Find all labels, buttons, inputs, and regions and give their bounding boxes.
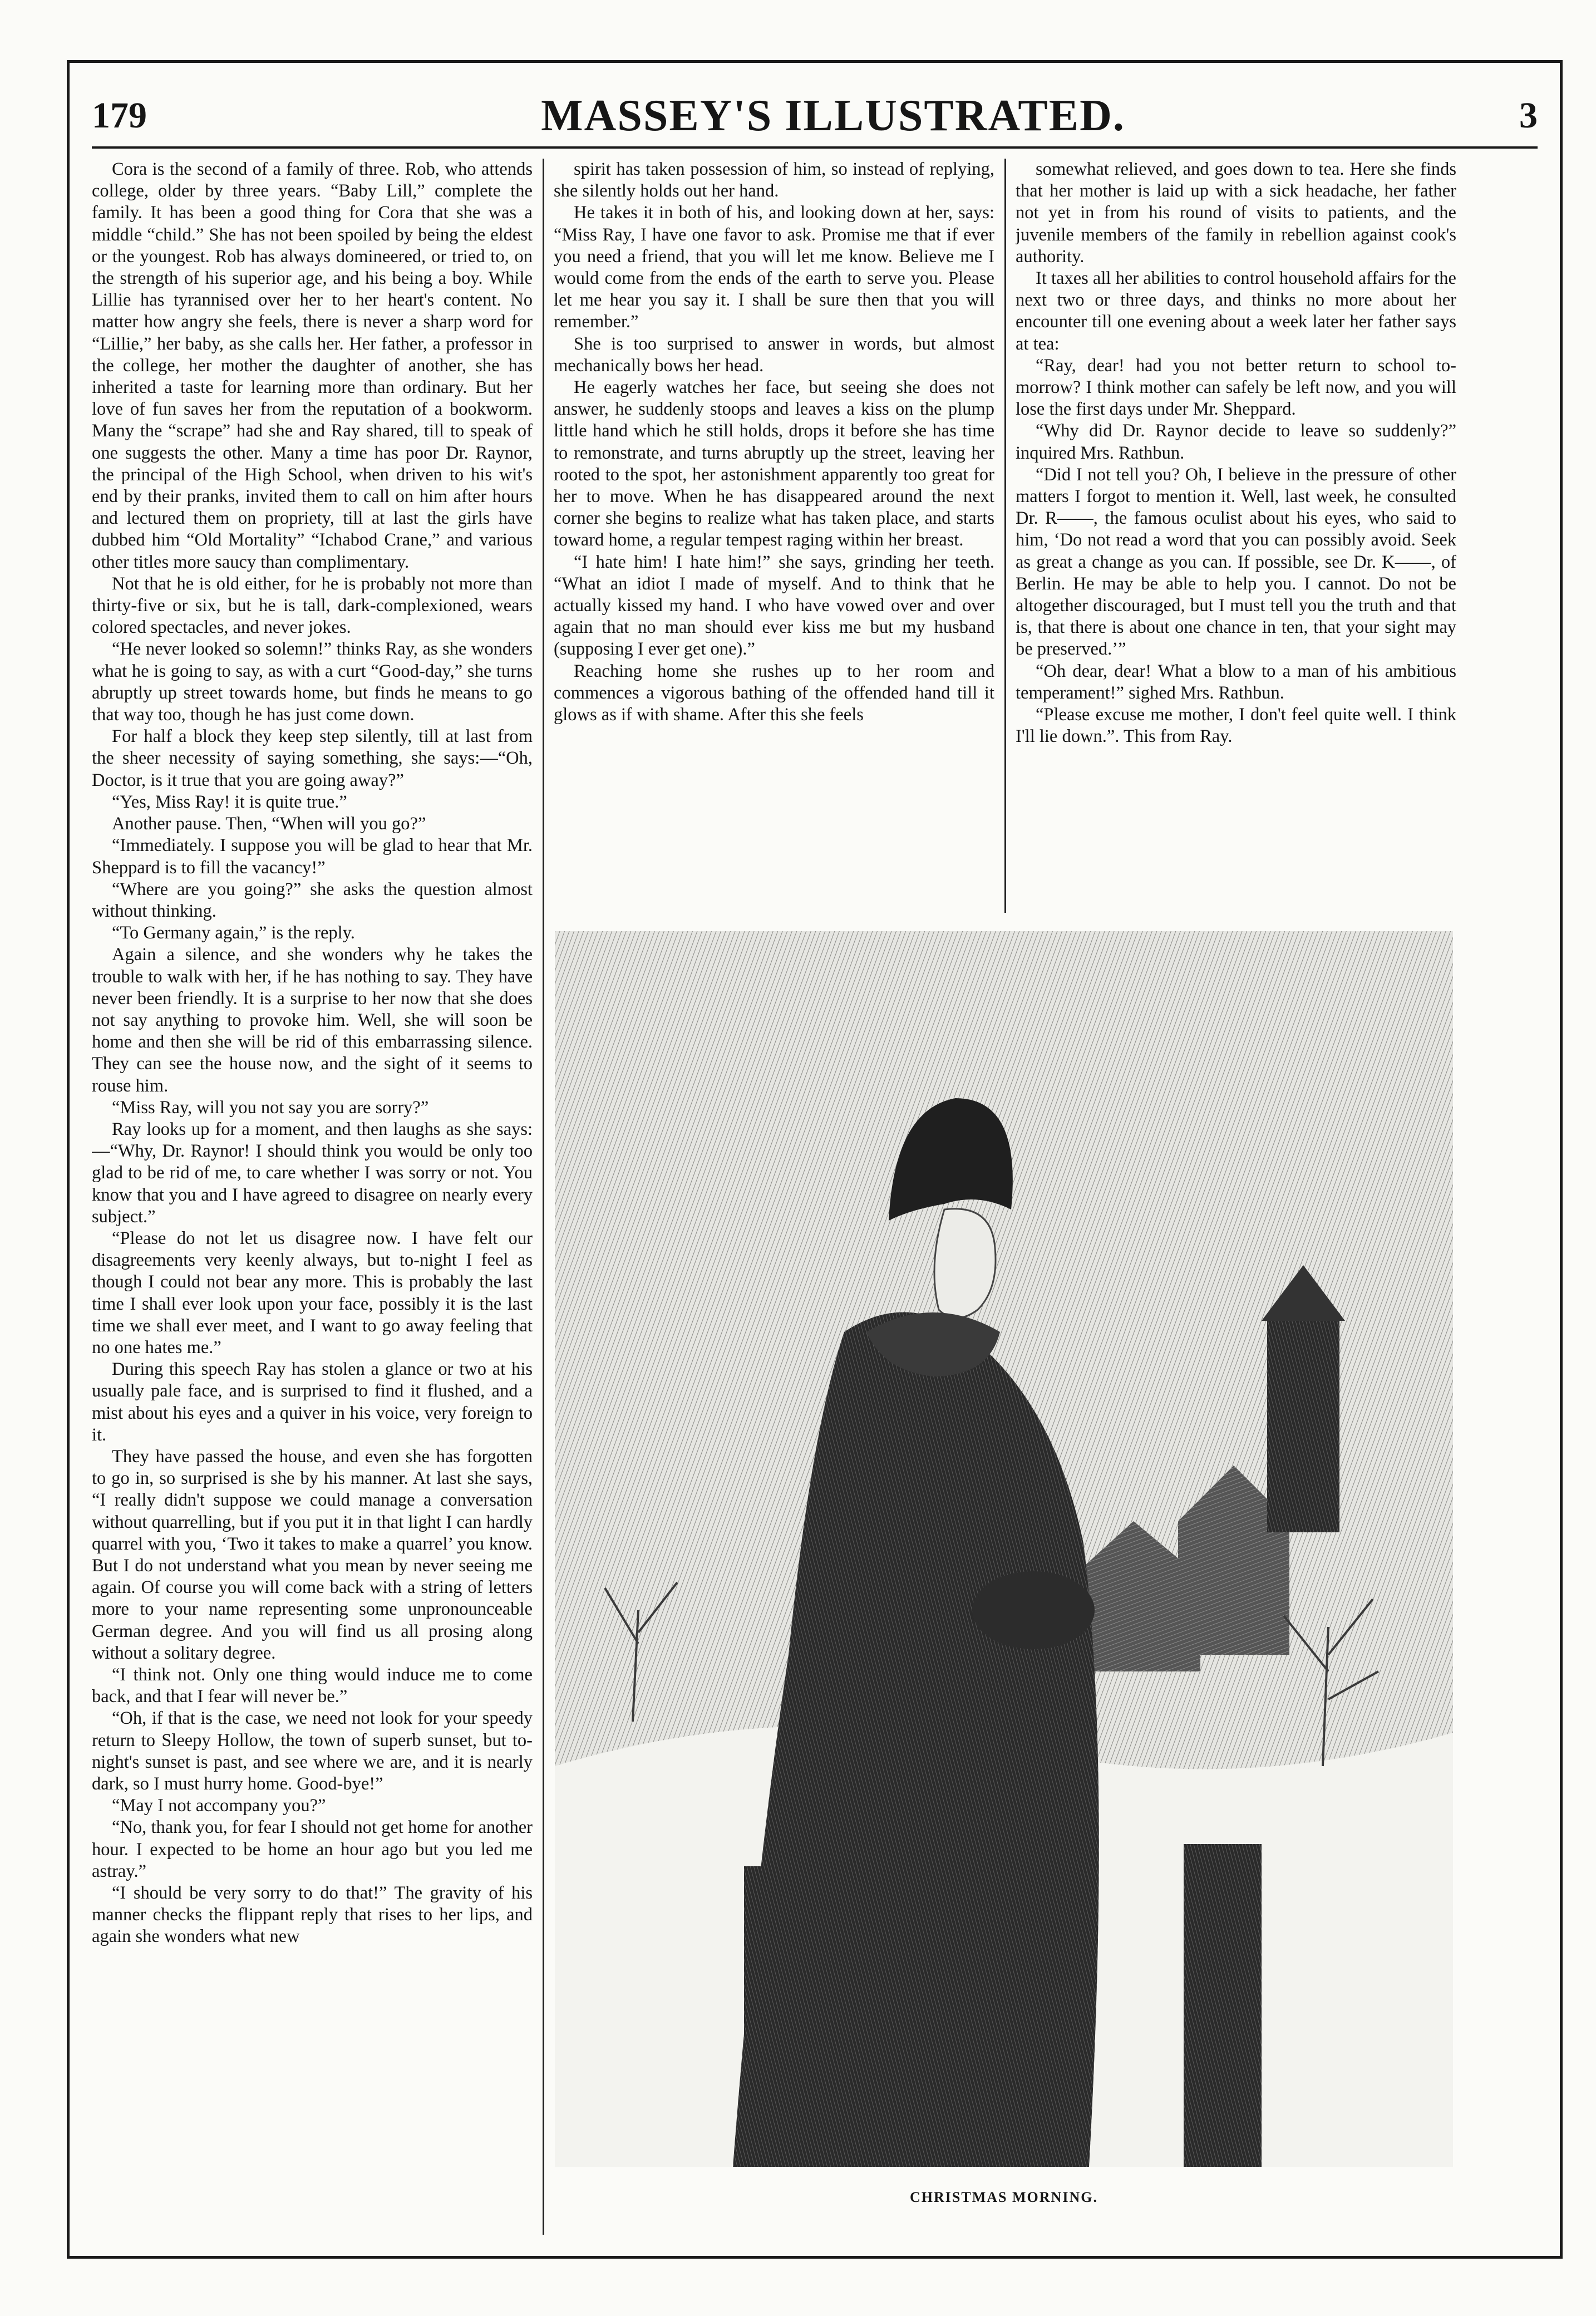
paragraph: “Miss Ray, will you not say you are sorry?” (112, 1097, 429, 1118)
page-number: 179 (92, 95, 147, 136)
paragraph: somewhat relieved, and goes down to tea. Here she finds that her mother is laid up with a sick headache, her father not yet in from his round of visits to patients, and the juvenile members of the family in rebellion against cook's authority. (1016, 159, 1456, 267)
paragraph: “Ray, dear! had you not better return to school to-morrow? I think mother can safely be left now, and you will lose the first days under Mr. Sheppard. (1016, 355, 1456, 420)
page-frame (67, 60, 1563, 2259)
paragraph: “I think not. Only one thing would induce me to come back, and that I fear will never be.” (92, 1665, 533, 1707)
issue-number: 3 (1519, 95, 1538, 136)
paragraph: During this speech Ray has stolen a glance or two at his usually pale face, and is surprised to find it flushed, and a mist about his eyes and a quiver in his voice, very foreign to it. (92, 1359, 533, 1445)
paragraph: “Yes, Miss Ray! it is quite true.” (112, 791, 347, 812)
paragraph: Cora is the second of a family of three. Rob, who attends college, older by three years. “Baby Lill,” complete the family. It has been a good thing for Cora that she was a middle “child.” She has not been spoiled by being the eldest or the youngest. Rob has always domineered, or tried to, on the strength of his superior age, and his being a boy. While Lillie has tyrannised over her to her heart's content. No matter how angry she feels, there is never a sharp word for “Lillie,” her baby, as she calls her. Her father, a professor in the college, her mother the daughter of another, she has inherited a taste for learning more than ordinary. But her love of fun saves her from the reputation of a bookworm. Many the “scrape” had she and Ray shared, till to speak of one suggests the other. Many a time has poor Dr. Raynor, the principal of the High School, when driven to his wit's end by their pranks, invited them to call on him after hours and lectured them on propriety, till at last the girls have dubbed him “Old Mortality” “Ichabod Crane,” and various other titles more saucy than complimentary. (92, 159, 533, 572)
paragraph: She is too surprised to answer in words, but almost mechanically bows her head. (554, 333, 994, 376)
paragraph: Again a silence, and she wonders why he takes the trouble to walk with her, if he has nothing to say. They have never been friendly. It is a surprise to her now that she does not say anything to provoke him. Well, she will soon be home and then she will be rid of this embarrassing silence. They can see the house now, and the sight of it seems to rouse him. (92, 945, 533, 1096)
paragraph: Reaching home she rushes up to her room and commences a vigorous bathing of the offended hand till it glows as if with shame. After this she feels (554, 661, 994, 725)
paragraph: “He never looked so solemn!” thinks Ray, as she wonders what he is going to say, as with a curt “Good-day,” she turns abruptly up street towards home, but finds he means to go that way too, though he has just come down. (92, 639, 533, 725)
paragraph: Not that he is old either, for he is probably not more than thirty-five or six, but he is tall, dark-complexioned, wears colored spectacles, and never jokes. (92, 573, 533, 638)
page-header (92, 85, 1538, 149)
paragraph: “Oh, if that is the case, we need not look for your speedy return to Sleepy Hollow, the town of superb sunset, but to-night's sunset is past, and see where we are, and it is nearly dark, so I must hurry home. Good-bye!” (92, 1708, 533, 1794)
paragraph: “Why did Dr. Raynor decide to leave so suddenly?” inquired Mrs. Rathbun. (1016, 421, 1456, 463)
column-rule (1004, 159, 1006, 913)
text-column-2 (554, 159, 994, 910)
paragraph: “May I not accompany you?” (112, 1796, 326, 1816)
paragraph: “Did I not tell you? Oh, I believe in the pressure of other matters I forgot to mention it. Well, last week, he consulted Dr. R——, the famous oculist about his eyes, who said to him, ‘Do not read a word that you can possibly avoid. Seek as great a change as you can. If possible, see Dr. K——, of Berlin. He may be able to help you. I cannot. Do not be altogether discouraged, but I must tell you the truth and that is, that there is about one chance in ten, that your sight may be preserved.’” (1016, 464, 1456, 660)
illustration-caption: CHRISTMAS MORNING. (910, 2189, 1098, 2205)
text-column-3 (1016, 159, 1456, 910)
paragraph: “Oh dear, dear! What a blow to a man of his ambitious temperament!” sighed Mrs. Rathbun. (1016, 661, 1456, 703)
paragraph: “I hate him! I hate him!” she says, grinding her teeth. “What an idiot I made of myself. And to think that he actually kissed my hand. I who have vowed over and over again that no man should ever kiss me but my husband (supposing I ever get one).” (554, 552, 994, 660)
text-column-1 (92, 159, 533, 2229)
paragraph: “To Germany again,” is the reply. (112, 923, 355, 943)
paragraph: “No, thank you, for fear I should not get home for another hour. I expected to be home an hour ago but you led me astray.” (92, 1817, 533, 1881)
paragraph: “Please do not let us disagree now. I have felt our disagreements very keenly always, but to-night I feel as though I could not bear any more. This is probably the last time I shall ever look upon your face, possibly it is the last time we shall ever meet, and I want to go away feeling that no one hates me.” (92, 1228, 533, 1358)
paragraph: They have passed the house, and even she has forgotten to go in, so surprised is she by his manner. At last she says, “I really didn't suppose we could manage a conversation without quarrelling, but if you put it in that light I can hardly quarrel with you, ‘Two it takes to make a quarrel’ you know. But I do not understand what you mean by never seeing me again. Of course you will come back with a string of letters more to your name representing some unpronounceable German degree. And you will find us all prosing along without a solitary degree. (92, 1446, 533, 1663)
woman-in-winter-illustration (555, 931, 1453, 2167)
paragraph: He eagerly watches her face, but seeing she does not answer, he suddenly stoops and leaves a kiss on the plump little hand which he still holds, drops it before she has time to remonstrate, and turns abruptly up the street, leaving her rooted to the spot, her astonishment apparently too great for her to move. When he has disappeared around the next corner she begins to realize what has taken place, and starts toward home, a regular tempest raging within her breast. (554, 377, 994, 550)
column-rule (543, 159, 544, 2235)
engraving-illustration (555, 931, 1453, 2167)
paragraph: “I should be very sorry to do that!” The gravity of his manner checks the flippant reply that rises to her lips, and again she wonders what new (92, 1883, 533, 1947)
paragraph: For half a block they keep step silently, till at last from the sheer necessity of saying something, she says:—“Oh, Doctor, is it true that you are going away?” (92, 726, 533, 790)
paragraph: spirit has taken possession of him, so instead of replying, she silently holds out her hand. (554, 159, 994, 201)
paragraph: “Where are you going?” she asks the question almost without thinking. (92, 879, 533, 921)
masthead-title: MASSEY'S ILLUSTRATED. (541, 91, 1125, 140)
paragraph: It taxes all her abilities to control household affairs for the next two or three days, and thinks no more about her encounter till one evening about a week later her father says at tea: (1016, 268, 1456, 354)
paragraph: “Please excuse me mother, I don't feel quite well. I think I'll lie down.”. This from Ray. (1016, 705, 1456, 747)
paragraph: Ray looks up for a moment, and then laughs as she says:—“Why, Dr. Raynor! I should think you would be only too glad to be rid of me, to care whether I was sorry or not. You know that you and I have agreed to disagree on nearly every subject.” (92, 1119, 533, 1227)
paragraph: He takes it in both of his, and looking down at her, says: “Miss Ray, I have one favor to ask. Promise me that if ever you need a friend, that you will let me know. Believe me I would come from the ends of the earth to serve you. Please let me hear you say it. I shall be sure then that you will remember.” (554, 203, 994, 332)
paragraph: “Immediately. I suppose you will be glad to hear that Mr. Sheppard is to fill the vacancy!” (92, 835, 533, 878)
paragraph: Another pause. Then, “When will you go?” (112, 814, 426, 834)
